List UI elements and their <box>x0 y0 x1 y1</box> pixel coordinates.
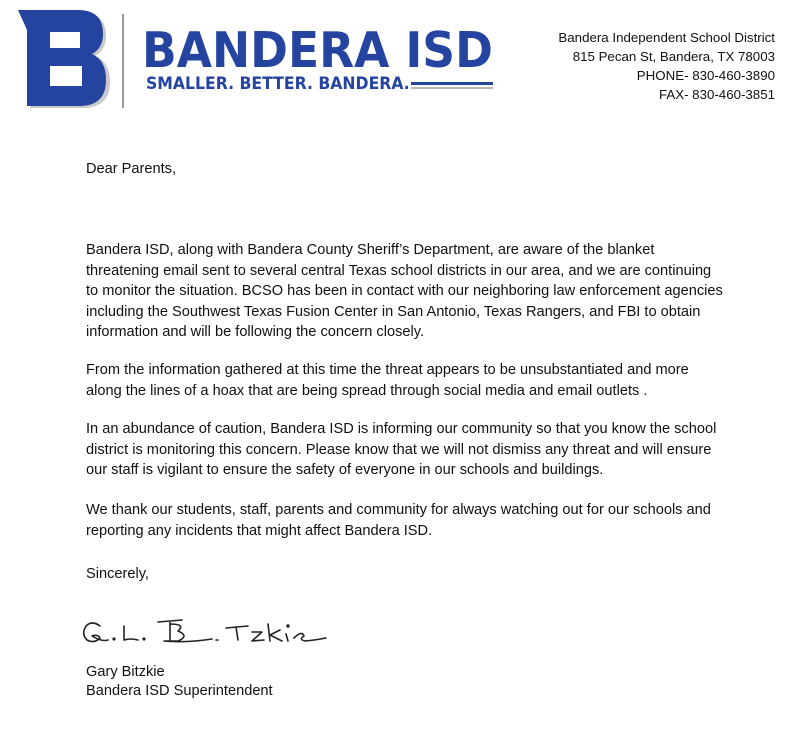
paragraph-2 <box>86 360 726 401</box>
paragraph-text: Bandera ISD, along with Bandera County Sheriff’s Department, are aware of the blanket threatening email sent to several central Texas school districts in our area, and we are continuing to monitor the situation. BCSO has been in contact with our neighboring law enforcement agencies including the Southwest Texas Fusion Center in San Antonio, Texas Rangers, and FBI to obtain information and will be following the concern closely. <box>86 242 723 340</box>
signer-title: Bandera ISD Superintendent <box>86 683 273 699</box>
logo-tagline: SMALLER. BETTER. BANDERA. <box>146 74 410 93</box>
paragraph-4 <box>86 500 726 541</box>
signature-icon <box>78 612 338 652</box>
paragraph-text: We thank our students, staff, parents and community for always watching out for our schools and reporting any incidents that might affect Bandera ISD. <box>86 502 711 539</box>
street-address: 815 Pecan St, Bandera, TX 78003 <box>572 49 775 64</box>
bandera-b-logo-icon <box>18 10 110 108</box>
organization-name: Bandera Independent School District <box>558 30 775 45</box>
paragraph-text: From the information gathered at this time the threat appears to be unsubstantiated and more along the lines of a hoax that are being spread through social media and email outlets . <box>86 362 689 399</box>
paragraph-text: In an abundance of caution, Bandera ISD is informing our community so that you know the school district is monitoring this concern. Please know that we will not dismiss any threat and will ensure our staff is vigilant to ensure the safety of everyone in our schools and buildings. <box>86 421 717 478</box>
district-address-block <box>558 28 775 104</box>
letterhead <box>0 0 800 120</box>
tagline-rule <box>411 82 493 89</box>
logo-divider <box>122 14 124 108</box>
phone-number: PHONE- 830-460-3890 <box>636 68 775 83</box>
logo-wordmark: BANDERA ISD <box>142 22 493 79</box>
signer-name: Gary Bitzkie <box>86 664 165 680</box>
paragraph-1 <box>86 240 726 343</box>
salutation: Dear Parents, <box>86 161 177 177</box>
fax-number: FAX- 830-460-3851 <box>658 87 775 102</box>
closing: Sincerely, <box>86 566 149 582</box>
paragraph-3 <box>86 419 726 481</box>
